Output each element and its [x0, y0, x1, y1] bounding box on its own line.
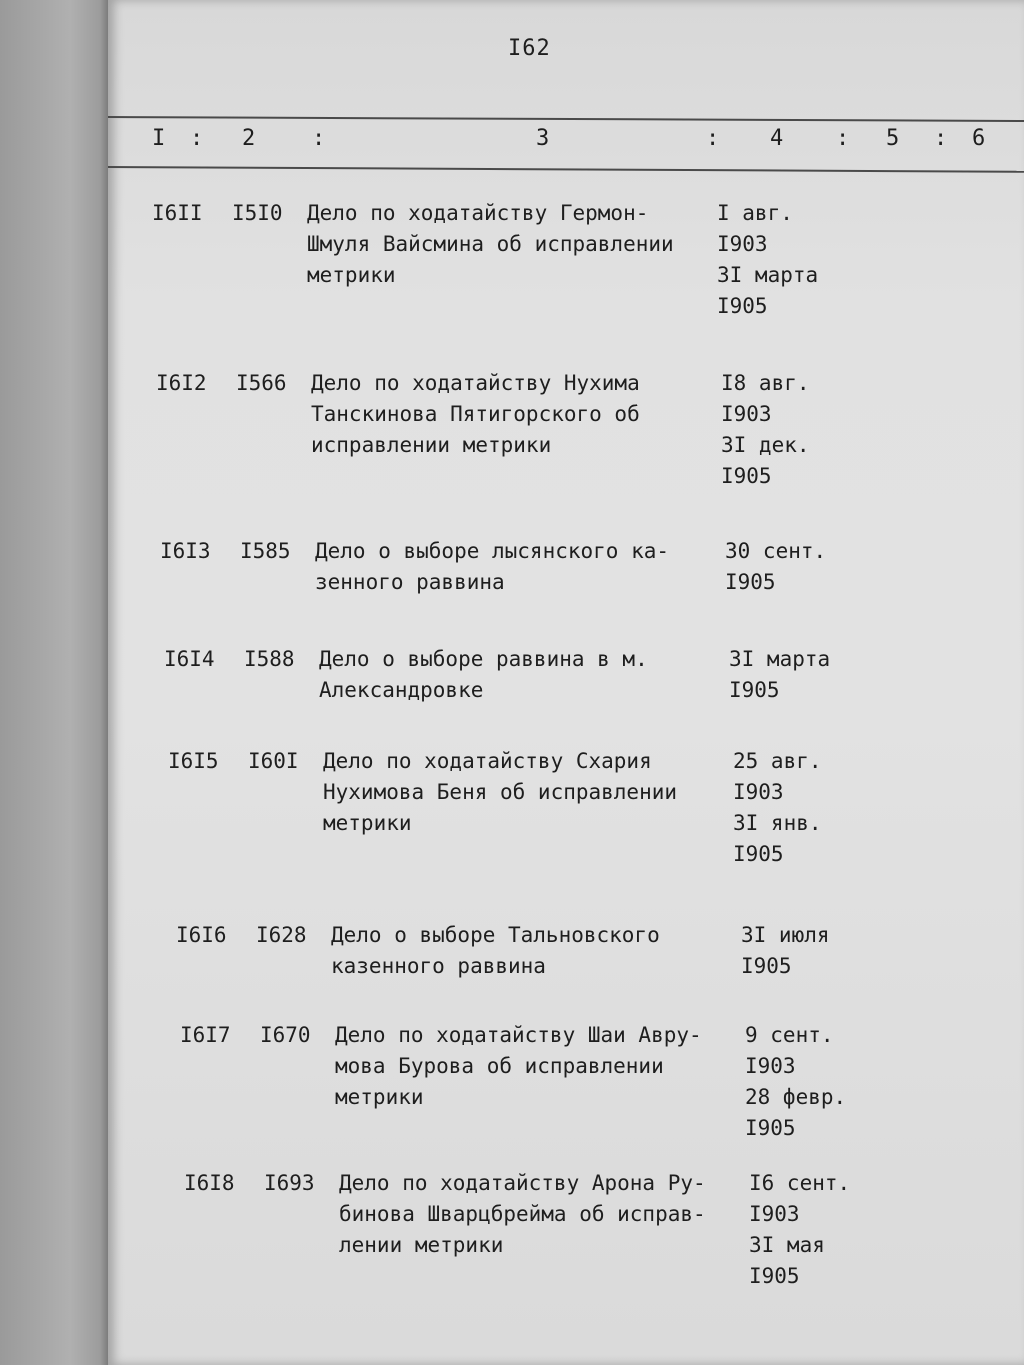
item-number: I6I8: [184, 1171, 235, 1195]
column-header-3: 3: [536, 126, 550, 151]
case-title: Дело по ходатайству Шаи Авру- мова Бурова об исправлении метрики: [335, 1023, 702, 1109]
column-separator: :: [312, 126, 326, 151]
case-title: Дело по ходатайству Нухима Танскинова Пятигорского об исправлении метрики: [311, 371, 640, 457]
case-dates: I8 авг. I903 3I дек. I905: [721, 371, 810, 488]
document-page: [108, 0, 1024, 1365]
case-dates: 3I июля I905: [741, 923, 830, 978]
item-number: I6I6: [176, 923, 227, 947]
case-dates: 30 сент. I905: [725, 539, 827, 594]
item-number: I6I2: [156, 371, 207, 395]
case-number: I693: [264, 1171, 315, 1195]
header-bottom-rule: [108, 166, 1024, 173]
case-title: Дело по ходатайству Гермон- Шмуля Вайсмина об исправлении метрики: [307, 201, 674, 287]
header-top-rule: [108, 116, 1024, 122]
column-header-1: I: [152, 126, 166, 151]
case-title: Дело по ходатайству Схария Нухимова Беня об исправлении метрики: [323, 749, 678, 835]
column-header-4: 4: [770, 126, 784, 151]
case-number: I628: [256, 923, 307, 947]
column-header-6: 6: [972, 126, 986, 151]
case-dates: 25 авг. I903 3I янв. I905: [733, 749, 822, 866]
item-number: I6I4: [164, 647, 215, 671]
case-number: I670: [260, 1023, 311, 1047]
column-separator: :: [706, 126, 720, 151]
case-number: I5I0: [232, 201, 283, 225]
case-dates: I авг. I903 3I марта I905: [717, 201, 819, 318]
column-separator: :: [190, 126, 204, 151]
case-number: I60I: [248, 749, 299, 773]
case-title: Дело о выборе лысянского ка- зенного раввина: [315, 539, 670, 594]
case-number: I585: [240, 539, 291, 563]
page-number: I62: [508, 36, 551, 61]
case-title: Дело о выборе Тальновского казенного раввина: [331, 923, 660, 978]
case-title: Дело по ходатайству Арона Ру- бинова Шварцбрейма об исправ- лении метрики: [339, 1171, 706, 1257]
case-title: Дело о выборе раввина в м. Александровке: [319, 647, 648, 702]
case-dates: I6 сент. I903 3I мая I905: [749, 1171, 851, 1288]
column-header-5: 5: [886, 126, 900, 151]
item-number: I6I5: [168, 749, 219, 773]
facing-page-edge: [0, 0, 108, 1365]
column-separator: :: [836, 126, 850, 151]
case-dates: 3I марта I905: [729, 647, 831, 702]
item-number: I6I3: [160, 539, 211, 563]
item-number: I6I7: [180, 1023, 231, 1047]
item-number: I6II: [152, 201, 203, 225]
column-header-2: 2: [242, 126, 256, 151]
case-number: I566: [236, 371, 287, 395]
column-separator: :: [934, 126, 948, 151]
case-dates: 9 сент. I903 28 февр. I905: [745, 1023, 847, 1140]
case-number: I588: [244, 647, 295, 671]
